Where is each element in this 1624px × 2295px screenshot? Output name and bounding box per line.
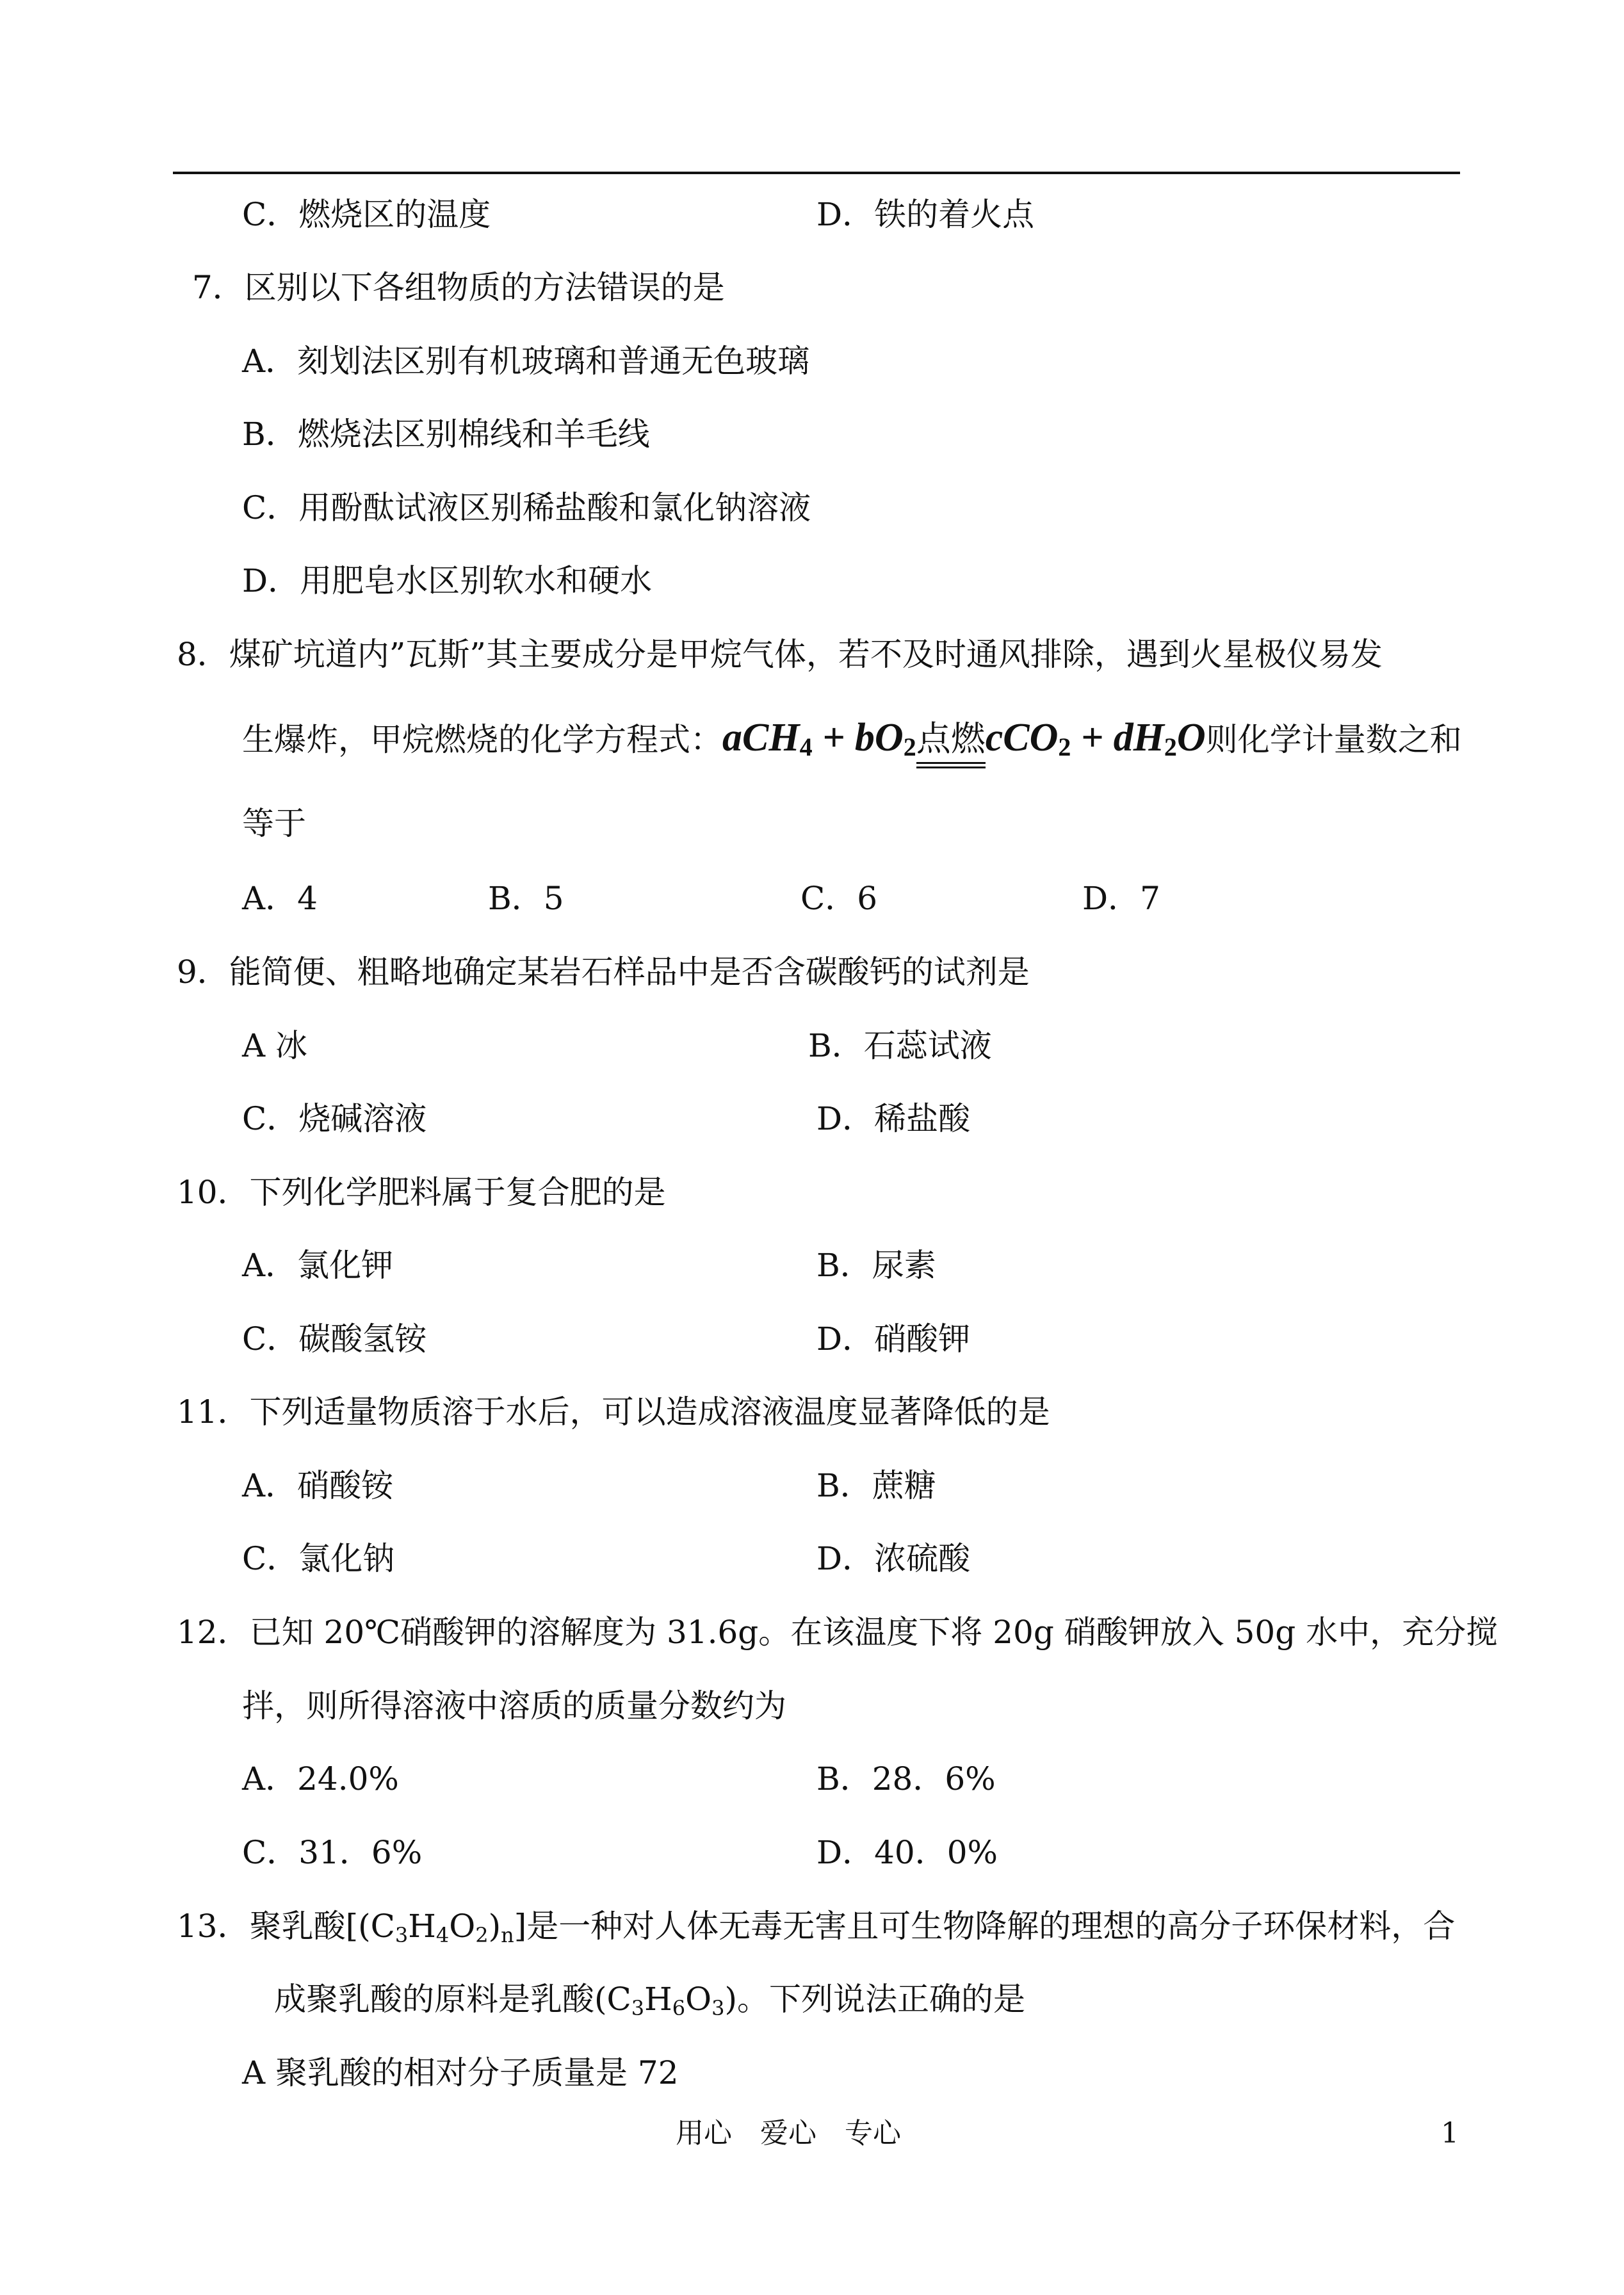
reaction-condition: 点燃 <box>916 713 986 765</box>
q8-stem-line3: 等于 <box>242 805 306 842</box>
q12-option-a: A．24.0% <box>242 1760 399 1797</box>
q10-option-a: A．氯化钾 <box>242 1247 394 1284</box>
q11-stem: 11．下列适量物质溶于水后，可以造成溶液温度显著降低的是 <box>177 1393 1050 1431</box>
q9-option-b: B．石蕊试液 <box>808 1027 992 1064</box>
q8-stem-line2-pre: 生爆炸，甲烷燃烧的化学方程式： <box>242 721 722 758</box>
q11-option-b: B．蔗糖 <box>816 1467 936 1504</box>
methane-combustion-equation: $aCH_4 + bO_2$点燃$cCO_2 + dH_2O$ <box>722 716 1206 759</box>
q7-stem: 7．区别以下各组物质的方法错误的是 <box>192 269 725 306</box>
q11-option-a: A．硝酸铵 <box>242 1467 394 1504</box>
q12-option-d: D．40．0% <box>816 1834 998 1871</box>
q10-stem: 10．下列化学肥料属于复合肥的是 <box>177 1174 666 1211</box>
header-rule <box>173 172 1460 174</box>
q8-option-b: B．5 <box>488 880 564 917</box>
q9-option-a: A 冰 <box>242 1027 308 1064</box>
q9-stem: 9．能简便、粗略地确定某岩石样品中是否含碳酸钙的试剂是 <box>177 953 1030 991</box>
q8-option-d: D．7 <box>1082 880 1160 917</box>
page-number: 1 <box>1441 2117 1459 2150</box>
q13-stem-line2: 成聚乳酸的原料是乳酸$(C_3H_6O_3)$。下列说法正确的是 <box>274 1981 1025 2020</box>
q12-option-b: B．28．6% <box>816 1760 996 1797</box>
q10-option-b: B．尿素 <box>816 1247 936 1284</box>
q9-option-c: C．烧碱溶液 <box>242 1100 427 1137</box>
q13-option-a: A 聚乳酸的相对分子质量是 72 <box>242 2054 679 2091</box>
q7-option-a: A．刻划法区别有机玻璃和普通无色玻璃 <box>242 343 810 380</box>
q6-option-d: D．铁的着火点 <box>816 196 1035 233</box>
q8-stem-line2-post: 则化学计量数之和 <box>1205 721 1462 758</box>
q7-option-d: D．用肥皂水区别软水和硬水 <box>242 562 653 599</box>
q12-stem-line2: 拌，则所得溶液中溶质的质量分数约为 <box>242 1687 786 1724</box>
q8-stem-line2 <box>242 712 1462 773</box>
q12-stem-line1: 12．已知 20℃硝酸钾的溶解度为 31.6g。在该温度下将 20g 硝酸钾放入 50g 水中，充分搅 <box>177 1614 1498 1651</box>
q8-option-a: A．4 <box>242 880 318 917</box>
q8-option-c: C．6 <box>800 880 878 917</box>
footer-motto: 用心 爱心 专心 <box>676 2117 901 2150</box>
q7-option-c: C．用酚酞试液区别稀盐酸和氯化钠溶液 <box>242 489 811 526</box>
q6-option-c: C．燃烧区的温度 <box>242 196 491 233</box>
q10-option-c: C．碳酸氢铵 <box>242 1320 427 1358</box>
q10-option-d: D．硝酸钾 <box>816 1320 971 1358</box>
q8-stem-line1: 8．煤矿坑道内”瓦斯”其主要成分是甲烷气体，若不及时通风排除，遇到火星极仪易发 <box>177 636 1383 673</box>
q12-option-c: C．31．6% <box>242 1834 423 1871</box>
q9-option-d: D．稀盐酸 <box>816 1100 971 1137</box>
q11-option-d: D．浓硫酸 <box>816 1540 971 1577</box>
q11-option-c: C．氯化钠 <box>242 1540 395 1577</box>
q7-option-b: B．燃烧法区别棉线和羊毛线 <box>242 416 650 453</box>
q13-stem-line1: 13．聚乳酸$[(C_3H_4O_2)_n]$是一种对人体无毒无害且可生物降解的理想的高分子环保材料，合 <box>177 1908 1456 1947</box>
